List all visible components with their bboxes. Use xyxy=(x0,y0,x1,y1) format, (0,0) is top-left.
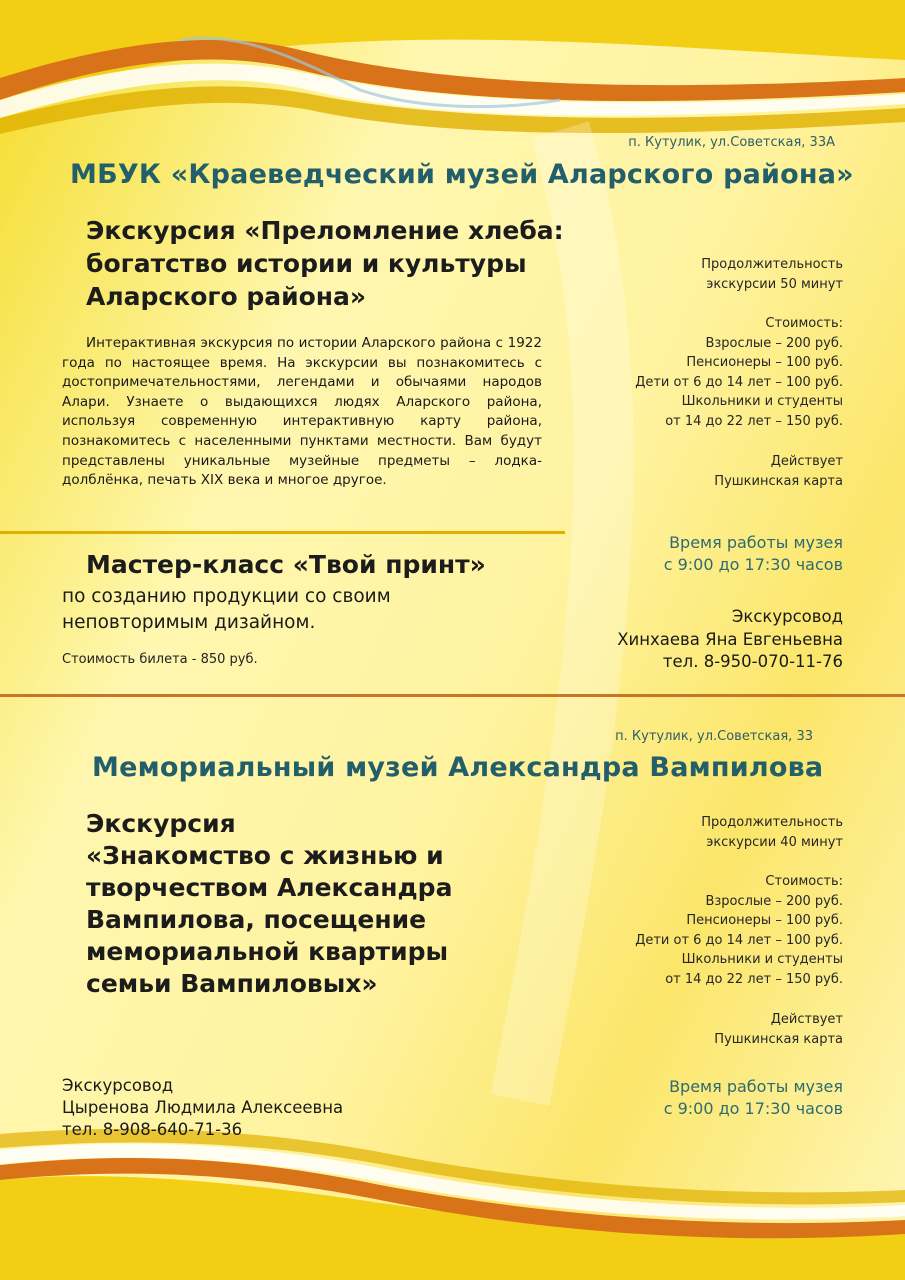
hours-line: с 9:00 до 17:30 часов xyxy=(663,555,843,574)
workshop-price: Стоимость билета - 850 руб. xyxy=(62,652,258,667)
museum2-title: Мемориальный музей Александра Вампилова xyxy=(92,752,824,783)
workshop-subtitle-line: по созданию продукции со своим xyxy=(62,586,391,607)
workshop-subtitle xyxy=(62,584,391,636)
card-line: Действует xyxy=(770,1012,843,1027)
museum2-excursion-title xyxy=(86,808,452,1000)
excursion-title-line: творчеством Александра xyxy=(86,873,453,902)
museum1-address: п. Кутулик, ул.Советская, 33А xyxy=(628,135,835,150)
section-divider xyxy=(0,531,565,534)
excursion-title-line: Вампилова, посещение xyxy=(86,905,427,934)
cost-line: Школьники и студенты xyxy=(681,952,843,967)
cost-line: Дети от 6 до 14 лет – 100 руб. xyxy=(635,374,843,390)
museum1-hours xyxy=(664,532,843,576)
cost-line: Стоимость: xyxy=(765,874,843,889)
hours-line: с 9:00 до 17:30 часов xyxy=(663,1099,843,1118)
cost-line: Дети от 6 до 14 лет – 100 руб. xyxy=(635,932,843,948)
duration-line: Продолжительность xyxy=(701,257,843,272)
excursion-title-line: Экскурсия «Преломление хлеба: xyxy=(86,216,564,245)
cost-line: Пенсионеры – 100 руб. xyxy=(686,913,843,928)
museum1-excursion-title xyxy=(86,214,564,313)
workshop-subtitle-line: неповторимым дизайном. xyxy=(62,612,316,633)
museum2-cost xyxy=(635,872,843,989)
cost-line: Школьники и студенты xyxy=(681,394,843,409)
museum1-cost xyxy=(635,314,843,431)
museum2-pushkin-card xyxy=(714,1010,843,1049)
guide-line: Экскурсовод xyxy=(731,607,843,626)
duration-line: экскурсии 50 минут xyxy=(706,276,843,292)
excursion-title-line: «Знакомство с жизнью и xyxy=(86,841,444,870)
cost-line: Стоимость: xyxy=(765,316,843,331)
museum1-duration xyxy=(701,255,843,294)
museum2-duration xyxy=(701,813,843,852)
museum1-guide xyxy=(617,606,843,674)
section-divider xyxy=(0,694,905,697)
museum2-address: п. Кутулик, ул.Советская, 33 xyxy=(615,729,813,744)
museum1-description: Интерактивная экскурсия по истории Аларского района с 1922 года по настоящее время. На экскурсии вы познакомитесь с достопримечательностями, легендами и обычаями народов Алари. Узнаете о выдающихся людях Аларского района, используя современную интерактивную карту района, познакомитесь с населенными пунктами местности. Вам будут представлены уникальные музейные предметы – лодка-долблёнка, печать XIX века и многое другое. xyxy=(62,335,542,489)
hours-line: Время работы музея xyxy=(669,1077,843,1096)
museum2-guide xyxy=(62,1075,343,1141)
guide-line: Хинхаева Яна Евгеньевна xyxy=(617,629,843,649)
cost-line: Пенсионеры – 100 руб. xyxy=(686,355,843,370)
duration-line: Продолжительность xyxy=(701,815,843,830)
duration-line: экскурсии 40 минут xyxy=(706,834,843,850)
guide-line: тел. 8-908-640-71-36 xyxy=(62,1120,243,1139)
card-line: Пушкинская карта xyxy=(714,1031,843,1047)
museum2-hours xyxy=(664,1076,843,1120)
guide-line: Цыренова Людмила Алексеевна xyxy=(62,1098,344,1117)
excursion-title-line: Экскурсия xyxy=(86,809,236,838)
guide-line: тел. 8-950-070-11-76 xyxy=(662,652,843,671)
museum1-pushkin-card xyxy=(714,452,843,491)
cost-line: от 14 до 22 лет – 150 руб. xyxy=(665,971,843,987)
cost-line: от 14 до 22 лет – 150 руб. xyxy=(665,413,843,429)
excursion-title-line: богатство истории и культуры xyxy=(86,249,527,278)
excursion-title-line: семьи Вампиловых» xyxy=(86,969,378,998)
museum1-title: МБУК «Краеведческий музей Аларского района» xyxy=(70,159,854,190)
excursion-title-line: мемориальной квартиры xyxy=(86,937,449,966)
guide-line: Экскурсовод xyxy=(62,1076,174,1095)
workshop-title: Мастер-класс «Твой принт» xyxy=(86,550,486,579)
excursion-title-line: Аларского района» xyxy=(86,282,367,311)
card-line: Пушкинская карта xyxy=(714,473,843,489)
cost-line: Взрослые – 200 руб. xyxy=(705,893,843,909)
hours-line: Время работы музея xyxy=(669,533,843,552)
card-line: Действует xyxy=(770,454,843,469)
cost-line: Взрослые – 200 руб. xyxy=(705,335,843,351)
